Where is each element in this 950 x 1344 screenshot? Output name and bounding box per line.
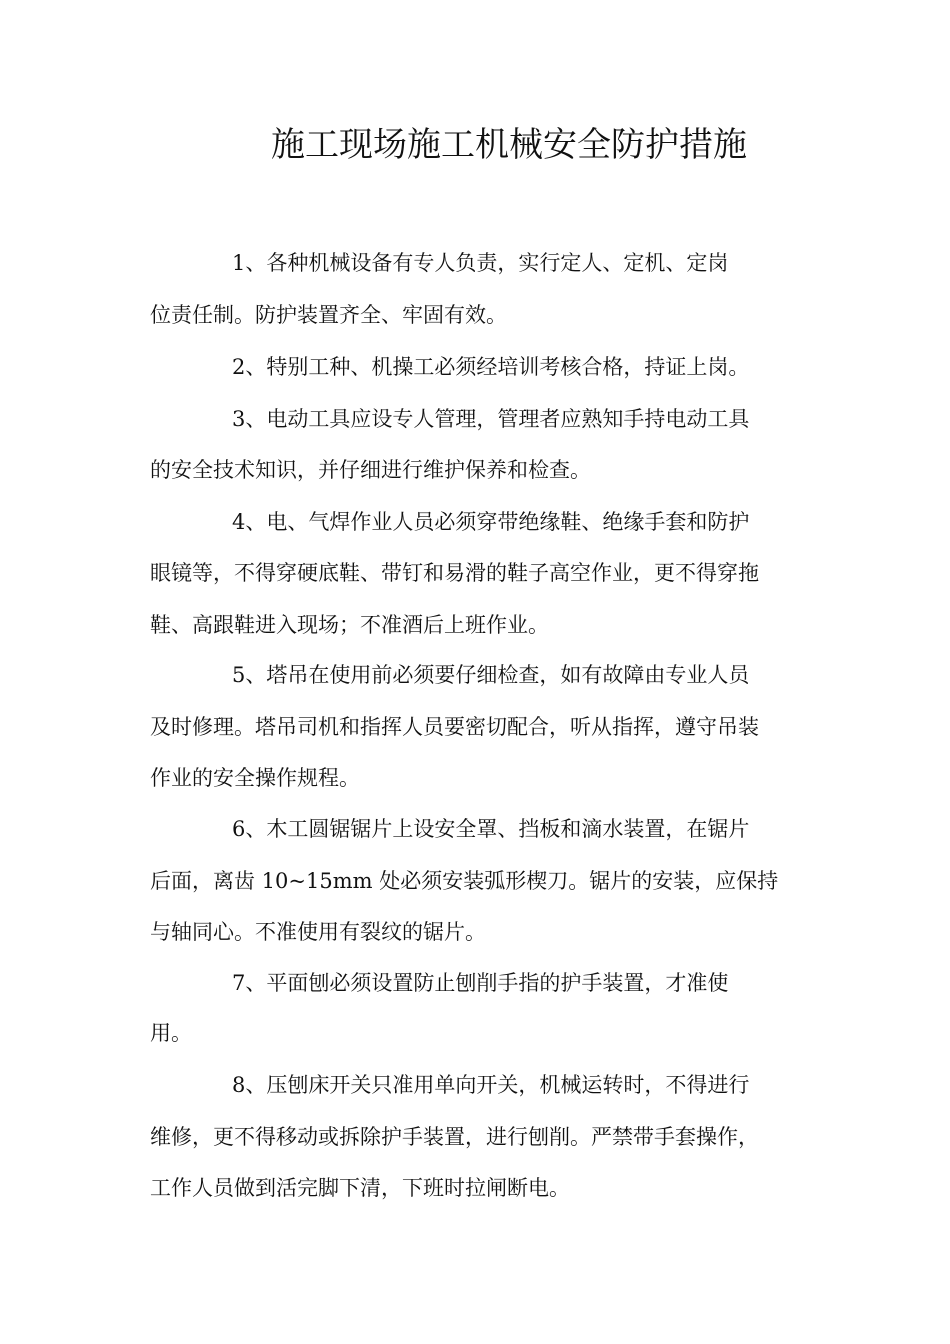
paragraph-5-line-1: 5、塔吊在使用前必须要仔细检查，如有故障由专业人员	[232, 663, 750, 687]
paragraph-6-line-1: 6、木工圆锯锯片上设安全罩、挡板和滴水装置，在锯片	[232, 817, 750, 841]
paragraph-4-line-1: 4、电、气焊作业人员必须穿带绝缘鞋、绝缘手套和防护	[232, 510, 750, 534]
paragraph-4-line-2: 眼镜等，不得穿硬底鞋、带钉和易滑的鞋子高空作业，更不得穿拖	[150, 561, 759, 585]
paragraph-7-line-1: 7、平面刨必须设置防止刨削手指的护手装置，才准使	[232, 971, 729, 995]
paragraph-8-line-2: 维修，更不得移动或拆除护手装置，进行刨削。严禁带手套操作，	[150, 1125, 759, 1149]
paragraph-4-line-3: 鞋、高跟鞋进入现场；不准酒后上班作业。	[150, 613, 549, 637]
paragraph-8-line-1: 8、压刨床开关只准用单向开关，机械运转时，不得进行	[232, 1073, 750, 1097]
paragraph-6-line-3: 与轴同心。不准使用有裂纹的锯片。	[150, 920, 486, 944]
paragraph-2-line-1: 2、特别工种、机操工必须经培训考核合格，持证上岗。	[232, 355, 750, 379]
paragraph-3-line-2: 的安全技术知识，并仔细进行维护保养和检查。	[150, 458, 591, 482]
paragraph-1-line-1: 1、各种机械设备有专人负责，实行定人、定机、定岗	[232, 251, 729, 275]
paragraph-5-line-2: 及时修理。塔吊司机和指挥人员要密切配合，听从指挥，遵守吊装	[150, 715, 759, 739]
paragraph-1-line-2: 位责任制。防护装置齐全、牢固有效。	[150, 303, 507, 327]
paragraph-8-line-3: 工作人员做到活完脚下清，下班时拉闸断电。	[150, 1176, 570, 1200]
paragraph-5-line-3: 作业的安全操作规程。	[150, 766, 360, 790]
paragraph-3-line-1: 3、电动工具应设专人管理，管理者应熟知手持电动工具	[232, 407, 750, 431]
paragraph-6-line-2: 后面，离齿 10~15mm 处必须安装弧形楔刀。锯片的安装，应保持	[150, 869, 779, 893]
document-title: 施工现场施工机械安全防护措施	[271, 125, 747, 165]
paragraph-7-line-2: 用。	[150, 1021, 192, 1045]
